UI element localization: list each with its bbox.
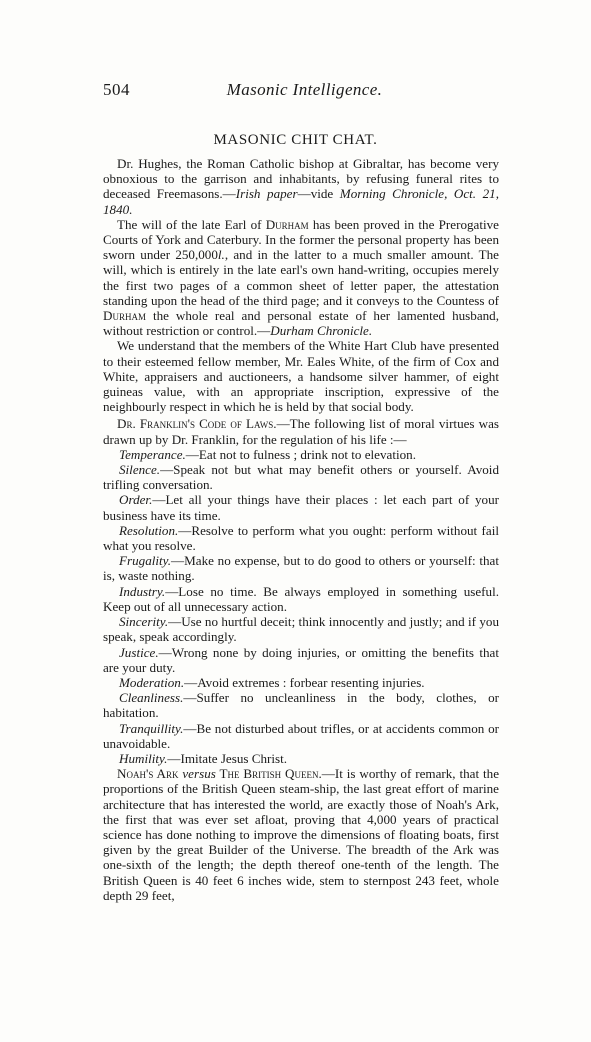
page-number: 504 (103, 80, 130, 99)
virtue-name: Sincerity. (119, 614, 169, 630)
virtue-name: Tranquillity. (119, 720, 184, 736)
virtue-list (103, 447, 499, 766)
virtue-item (103, 645, 499, 675)
virtue-text: —Wrong none by doing injuries, or omitting the benefits that are your duty. (103, 644, 499, 675)
virtue-text: —Use no hurtful deceit; think innocently and justly; and if you speak, speak accordingly. (103, 614, 499, 645)
virtue-text: —Speak not but what may benefit others or yourself. Avoid trifling conversation. (103, 462, 499, 493)
virtue-item (103, 462, 499, 492)
running-title: Masonic Intelligence. (226, 80, 383, 99)
virtue-item (103, 492, 499, 522)
article-title: MASONIC CHIT CHAT. (213, 132, 378, 148)
virtue-name: Cleanliness. (119, 690, 184, 706)
virtue-text: —Eat not to fulness ; drink not to elevation. (185, 446, 416, 462)
source-citation: Irish paper (235, 186, 298, 202)
virtue-name: Justice. (119, 644, 159, 660)
virtue-text: —Imitate Jesus Christ. (167, 750, 288, 766)
virtue-item (103, 447, 499, 462)
virtue-item (103, 584, 499, 614)
virtue-name: Frugality. (119, 553, 172, 569)
virtue-item (103, 523, 499, 553)
virtue-item (103, 614, 499, 644)
paragraph-white-hart-club: We understand that the members of the White Hart Club have presented to their esteemed fellow member, Mr. Eales White, of the firm of Cox and White, appraisers and auctioneers, a handsome silver hammer, of eight guineas value, with an appropriate inscription, expressive of the neighbourly respect in which he is held by that social body. (103, 338, 499, 415)
paragraph-franklin-intro: Dr. Franklin's Code of Laws.—The following list of moral virtues was drawn up by Dr. Franklin, for the regulation of his life :— (103, 416, 499, 447)
section-heading: Noah's Ark (117, 766, 183, 782)
virtue-name: Resolution. (119, 522, 179, 538)
virtue-item (103, 553, 499, 583)
virtue-item (103, 751, 499, 766)
virtue-name: Temperance. (119, 446, 186, 462)
paragraph-earl-will: The will of the late Earl of Durham has been proved in the Prerogative Courts of York and Caterbury. In the former the personal property has been sworn under 250,000l., and in the latter to a much smaller amount. The will, which is entirely in the late earl's own hand-writing, occupies merely the first two pages of a common sheet of letter paper, the attestation standing upon the head of the third page; and it conveys to the Countess of Durham the whole real and personal estate of her lamented husband, without restriction or control.—Durham Chronicle. (103, 216, 499, 339)
virtue-name: Industry. (119, 583, 166, 599)
virtue-text: —Avoid extremes : forbear resenting injuries. (184, 674, 425, 690)
running-header (103, 80, 506, 102)
virtue-text: —Let all your things have their places : let each part of your business have its time. (103, 492, 499, 523)
virtue-name: Humility. (119, 750, 168, 766)
virtue-item (103, 721, 499, 751)
source-citation: Durham Chronicle. (270, 323, 373, 339)
virtue-text: —Be not disturbed about trifles, or at accidents common or unavoidable. (103, 720, 499, 751)
virtue-name: Moderation. (119, 674, 185, 690)
virtue-text: —Lose no time. Be always employed in something useful. Keep out of all unnecessary action. (103, 583, 499, 614)
virtue-item (103, 690, 499, 720)
source-citation: Morning Chronicle, Oct. 21, 1840. (103, 186, 500, 217)
name-durham: Durham (103, 308, 146, 324)
article-body (103, 156, 499, 903)
virtue-name: Order. (119, 492, 153, 508)
virtue-name: Silence. (119, 462, 161, 478)
name-durham: Durham (265, 216, 309, 232)
paragraph-noahs-ark: Noah's Ark versus The British Queen.—It is worthy of remark, that the proportions of the British Queen steam-ship, the last great effort of marine architecture that has interested the world, are exactly those of Noah's Ark, the first that was ever set afloat, proving that 4,000 years of practical science has done nothing to improve the dimensions of floating boats, first given by the great Builder of the Universe. The breadth of the Ark was one-sixth of the length; the depth thereof one-tenth of the length. The British Queen is 40 feet 6 inches wide, stem to sternpost 243 feet, whole depth 29 feet, (103, 766, 500, 903)
virtue-text: —Suffer no uncleanliness in the body, clothes, or habitation. (103, 690, 499, 721)
section-heading: Dr. Franklin's Code of Laws. (117, 416, 277, 432)
paragraph-gibraltar: Dr. Hughes, the Roman Catholic bishop at Gibraltar, has become very obnoxious to the garrison and inhabitants, by refusing funeral rites to deceased Freemasons.—Irish paper—vide Morning Chronicle, Oct. 21, 1840. (103, 156, 500, 217)
virtue-text: —Resolve to perform what you ought: perform without fail what you resolve. (103, 522, 499, 554)
virtue-text: —Make no expense, but to do good to others or yourself: that is, waste nothing. (103, 553, 499, 584)
virtue-item (103, 675, 499, 690)
